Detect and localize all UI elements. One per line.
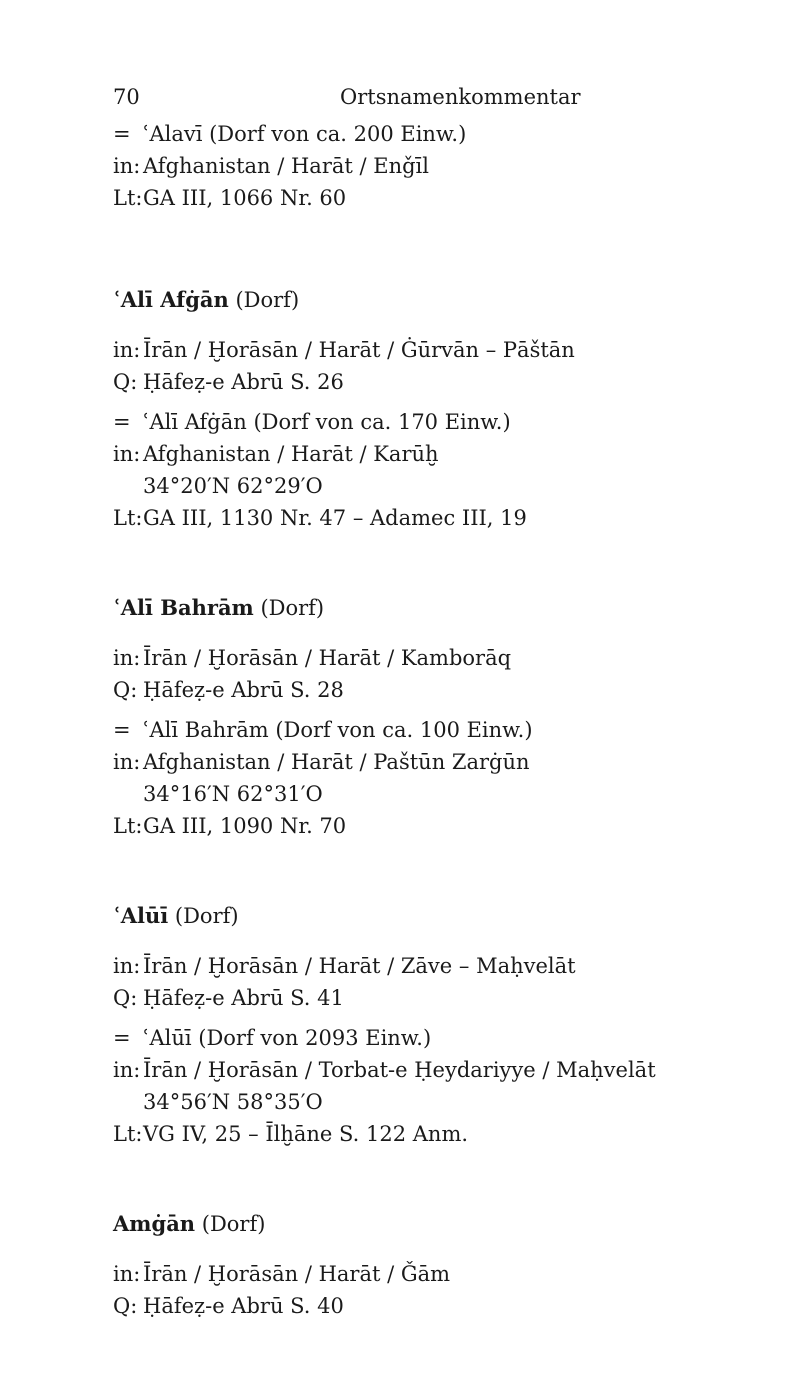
entry [113, 900, 753, 1150]
line-text: ʿAlī Bahrām (Dorf von ca. 100 Einw.) [143, 718, 533, 742]
entry-line [113, 1022, 753, 1054]
coordinates: 34°56′N 58°35′O [143, 1090, 323, 1114]
line-text: Ḥāfeẓ-e Abrū S. 40 [143, 1294, 344, 1318]
entry-type: (Dorf) [168, 904, 239, 928]
entry-line [113, 642, 753, 674]
line-label: Q: [113, 678, 138, 702]
entry-line [113, 810, 753, 842]
line-label: = [113, 410, 131, 434]
line-label: in: [113, 442, 141, 466]
entry-heading [113, 284, 753, 316]
line-label: Lt: [113, 814, 143, 838]
line-label: in: [113, 954, 141, 978]
entry-group [113, 334, 753, 398]
entry-group [113, 118, 753, 214]
entry-line [113, 334, 753, 366]
entry-group [113, 714, 753, 842]
entry [113, 592, 753, 842]
line-label: in: [113, 338, 141, 362]
entry-line [113, 1290, 753, 1322]
running-head [0, 85, 800, 115]
line-text: Īrān / Ḫorāsān / Harāt / Ǧām [143, 1262, 451, 1286]
entry-line [113, 982, 753, 1014]
entry-name: ʿAlī Bahrām [113, 595, 254, 620]
line-label: Q: [113, 370, 138, 394]
entry-line [113, 746, 753, 778]
line-label: Lt: [113, 186, 143, 210]
coordinates: 34°16′N 62°31′O [143, 782, 323, 806]
line-label: = [113, 122, 131, 146]
line-label: Lt: [113, 506, 143, 530]
line-text: Īrān / Ḫorāsān / Harāt / Zāve – Maḥvelāt [143, 954, 576, 978]
line-label: in: [113, 1262, 141, 1286]
line-label: = [113, 1026, 131, 1050]
line-label: Lt: [113, 1122, 143, 1146]
line-label: in: [113, 154, 141, 178]
entry-type: (Dorf) [253, 596, 325, 620]
entry [113, 284, 753, 534]
entry-heading [113, 900, 753, 932]
page-number: 70 [113, 85, 140, 109]
entry-name: ʿAlī Afġān [113, 287, 229, 312]
entry-line [113, 950, 753, 982]
line-text: Afghanistan / Harāt / Enǧīl [143, 154, 429, 178]
entry [113, 1208, 753, 1322]
coordinates: 34°20′N 62°29′O [143, 474, 323, 498]
entry-line [113, 150, 753, 182]
entry-line [113, 438, 753, 470]
entry-line [113, 1054, 753, 1086]
line-text: ʿAlūī (Dorf von 2093 Einw.) [143, 1026, 432, 1050]
entry-line [113, 118, 753, 150]
line-text: Īrān / Ḫorāsān / Harāt / Ġūrvān – Pāštān [143, 338, 575, 362]
entries-list [113, 118, 753, 1380]
running-title: Ortsnamenkommentar [340, 85, 581, 109]
entry-line [113, 674, 753, 706]
entry-type: (Dorf) [228, 288, 300, 312]
line-text: GA III, 1066 Nr. 60 [143, 186, 347, 210]
line-label: in: [113, 750, 141, 774]
entry-line [113, 406, 753, 438]
line-label: = [113, 718, 131, 742]
entry-line [113, 366, 753, 398]
entry-heading [113, 592, 753, 624]
line-label: Q: [113, 986, 138, 1010]
entry-group [113, 406, 753, 534]
line-text: Īrān / Ḫorāsān / Torbat-e Ḥeydariyye / Maḥvelāt [143, 1058, 656, 1082]
line-text: Ḥāfeẓ-e Abrū S. 28 [143, 678, 344, 702]
entry-group [113, 1022, 753, 1150]
line-text: GA III, 1130 Nr. 47 – Adamec III, 19 [143, 506, 527, 530]
line-text: Afghanistan / Harāt / Paštūn Zarġūn [143, 750, 530, 774]
entry-name: Amġān [113, 1211, 196, 1236]
entry-group [113, 1258, 753, 1322]
line-label: in: [113, 1058, 141, 1082]
line-text: Afghanistan / Harāt / Karūḫ [143, 442, 439, 466]
line-text: GA III, 1090 Nr. 70 [143, 814, 347, 838]
entry-line [113, 1258, 753, 1290]
entry-name: ʿAlūī [113, 903, 169, 928]
line-text: VG IV, 25 – Īlḫāne S. 122 Anm. [143, 1122, 469, 1146]
entry-group [113, 950, 753, 1014]
line-text: Īrān / Ḫorāsān / Harāt / Kamborāq [143, 646, 512, 670]
line-text: ʿAlī Afġān (Dorf von ca. 170 Einw.) [143, 410, 511, 434]
entry-group [113, 642, 753, 706]
entry-heading [113, 1208, 753, 1240]
entry-line [113, 182, 753, 214]
line-text: ʿAlavī (Dorf von ca. 200 Einw.) [143, 122, 467, 146]
entry-line [113, 502, 753, 534]
line-text: Ḥāfeẓ-e Abrū S. 26 [143, 370, 344, 394]
entry [113, 118, 753, 214]
line-text: Ḥāfeẓ-e Abrū S. 41 [143, 986, 344, 1010]
entry-line [113, 1118, 753, 1150]
line-label: Q: [113, 1294, 138, 1318]
entry-line [113, 714, 753, 746]
line-label: in: [113, 646, 141, 670]
entry-type: (Dorf) [195, 1212, 266, 1236]
